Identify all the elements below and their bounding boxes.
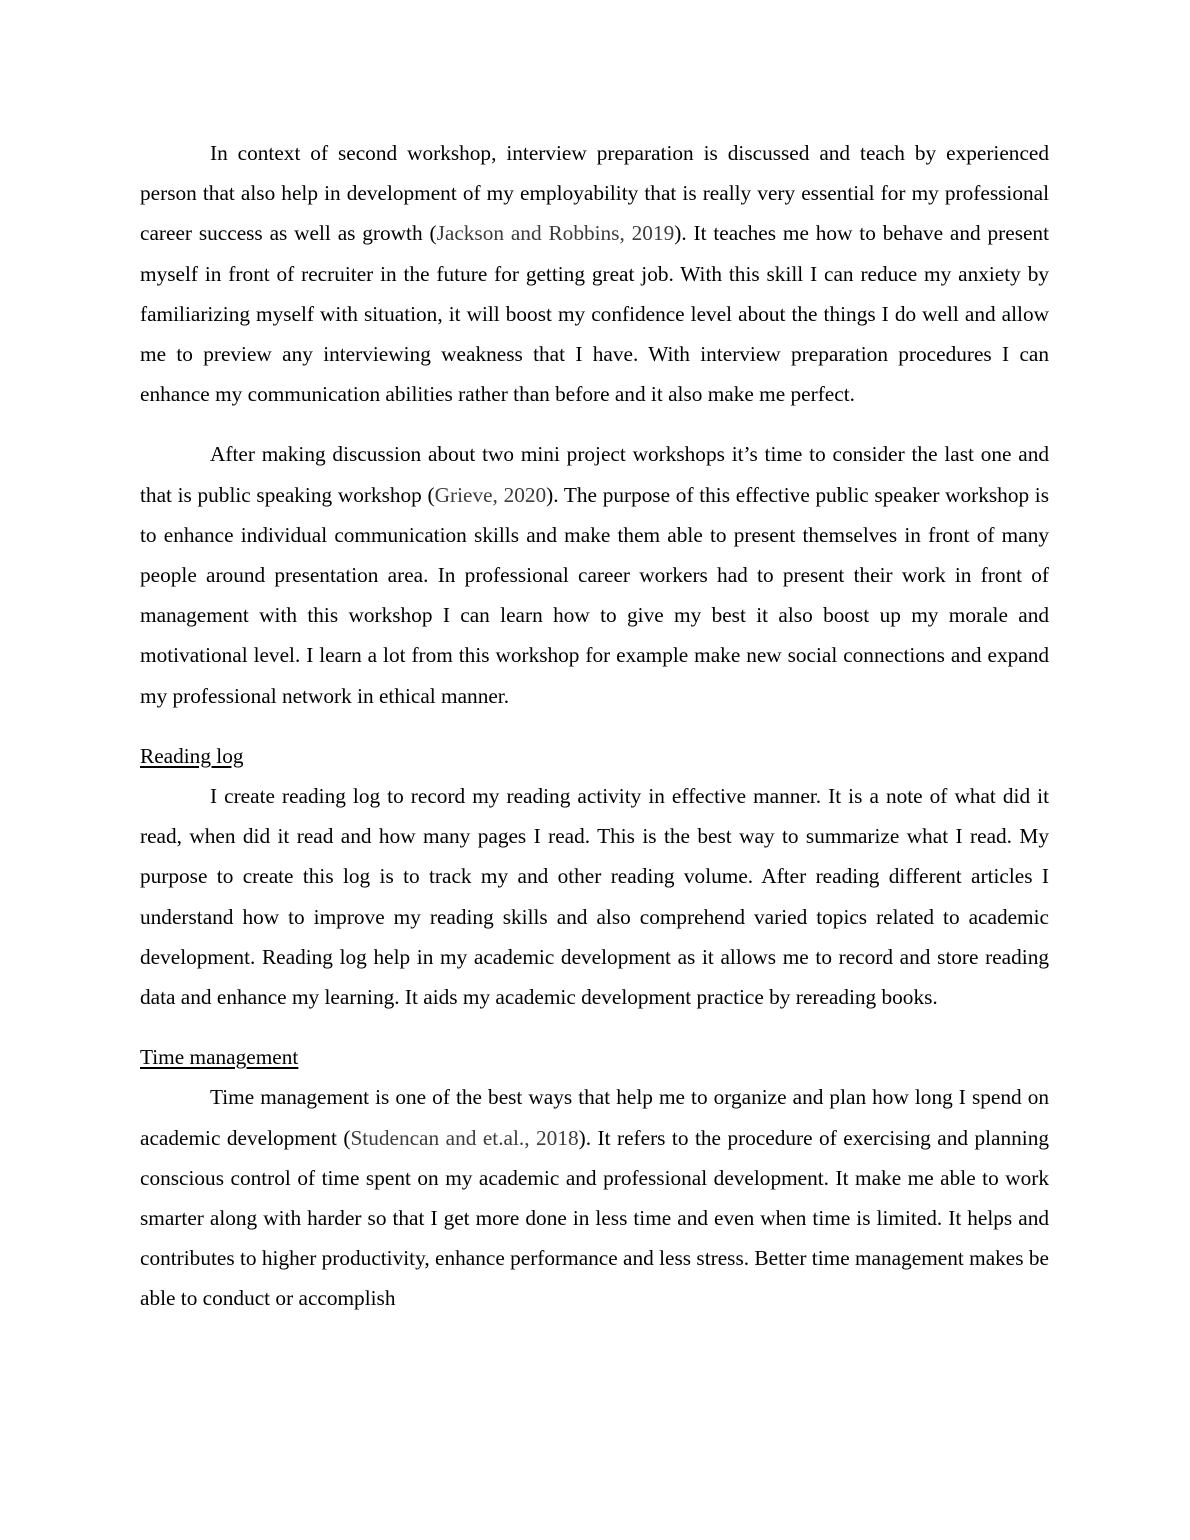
paragraph-reading-log	[140, 776, 1049, 1017]
document-page	[140, 133, 1049, 1319]
paragraph-text: ). It teaches me how to behave and present myself in front of recruiter in the future for getting great job. With this skill I can reduce my anxiety by familiarizing myself with situation, it will boost my confidence level about the things I do well and allow me to preview any interviewing weakness that I have. With interview preparation procedures I can enhance my communication abilities rather than before and it also make me perfect.	[140, 221, 1049, 407]
paragraph-interview-preparation	[140, 133, 1049, 414]
paragraph-public-speaking	[140, 434, 1049, 715]
heading-reading-log: Reading log	[140, 743, 244, 768]
paragraph-time-management	[140, 1077, 1049, 1318]
citation-studencan: Studencan and et.al., 2018	[350, 1125, 579, 1150]
paragraph-text: I create reading log to record my reading activity in effective manner. It is a note of what did it read, when did it read and how many pages I read. This is the best way to summarize what I read. My purpose to create this log is to track my and other reading volume. After reading different articles I understand how to improve my reading skills and also comprehend varied topics related to academic development. Reading log help in my academic development as it allows me to record and store reading data and enhance my learning. It aids my academic development practice by rereading books.	[140, 784, 1049, 1010]
paragraph-text: After making discussion about two mini project workshops it’s time to consider the last one and that is public speaking workshop (	[140, 442, 1049, 507]
citation-jackson-robbins: Jackson and Robbins, 2019	[436, 221, 675, 246]
paragraph-text: ). It refers to the procedure of exercising and planning conscious control of time spent on my academic and professional development. It make me able to work smarter along with harder so that I get more done in less time and even when time is limited. It helps and contributes to higher productivity, enhance performance and less stress. Better time management makes be able to conduct or accomplish	[140, 1125, 1049, 1311]
paragraph-text: Time management is one of the best ways that help me to organize and plan how long I spend on academic development (	[140, 1085, 1049, 1150]
heading-time-management: Time management	[140, 1045, 299, 1070]
paragraph-text: ). The purpose of this effective public speaker workshop is to enhance individual communication skills and make them able to present themselves in front of many people around presentation area. In professional career workers had to present their work in front of management with this workshop I can learn how to give my best it also boost up my morale and motivational level. I learn a lot from this workshop for example make new social connections and expand my professional network in ethical manner.	[140, 482, 1050, 708]
paragraph-text: In context of second workshop, interview preparation is discussed and teach by experienced person that also help in development of my employability that is really very essential for my professional career success as well as growth (	[140, 141, 1049, 246]
citation-grieve: Grieve, 2020	[434, 482, 547, 507]
